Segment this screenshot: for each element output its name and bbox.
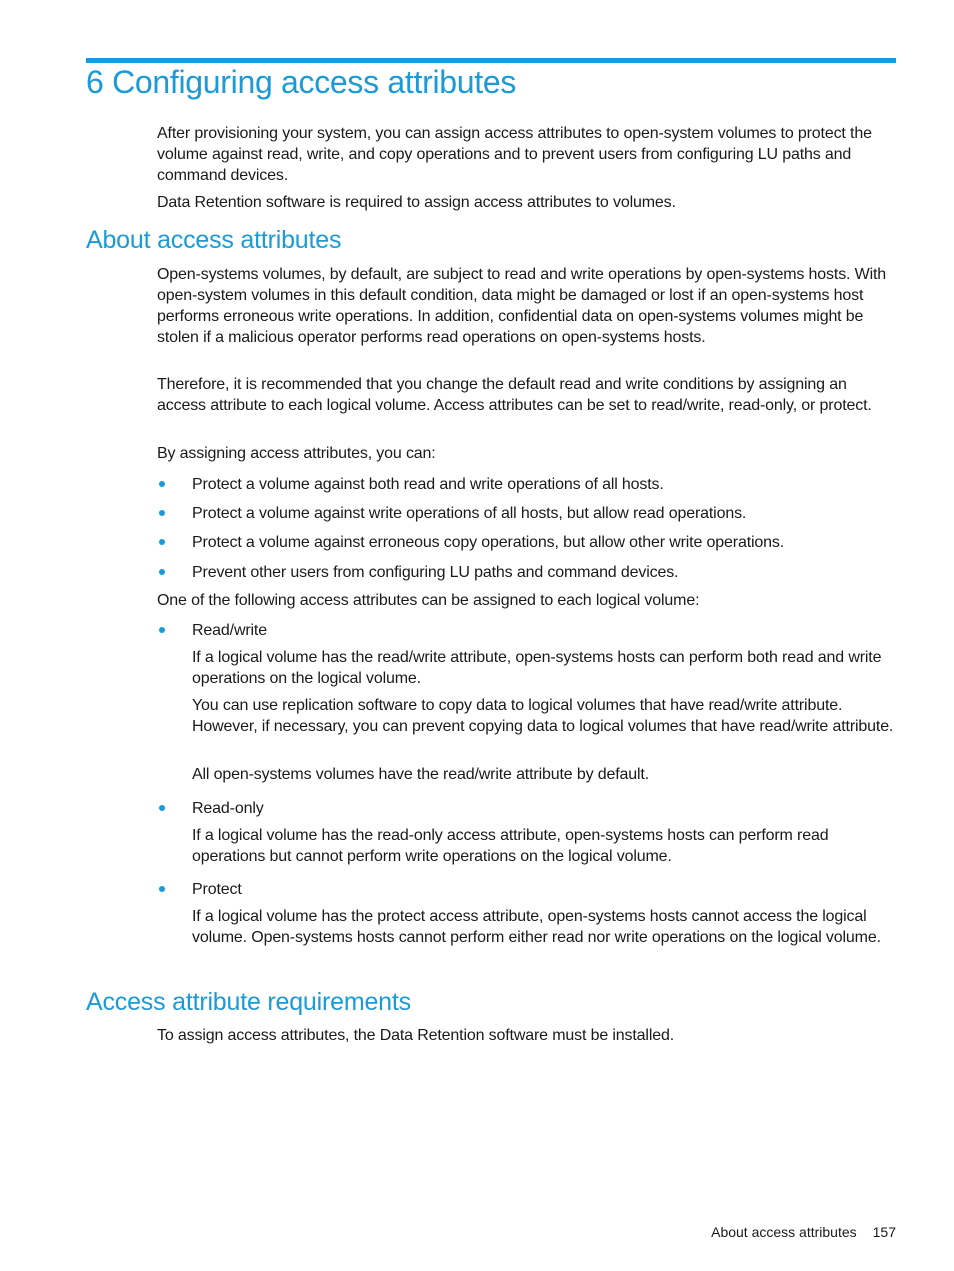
list-item-text: Protect a volume against both read and write operations of all hosts. — [192, 476, 664, 493]
about-paragraph-2: Therefore, it is recommended that you change the default read and write conditions by assigning an access attribute to each logical volume. Access attributes can be set to read/write, read-only, or protect. — [157, 376, 872, 414]
intro-paragraph-1: After provisioning your system, you can assign access attributes to open-system volumes to protect the volume against read, write, and copy operations and to prevent users from configuring LU paths and command devices. — [157, 125, 872, 184]
list-item-text: Protect a volume against write operations of all hosts, but allow read operations. — [192, 505, 747, 522]
attribute-name: Protect — [192, 881, 242, 898]
attribute-description: All open-systems volumes have the read/write attribute by default. — [192, 766, 649, 783]
bullet-icon — [159, 510, 165, 516]
intro-paragraph-2: Data Retention software is required to assign access attributes to volumes. — [157, 194, 676, 211]
footer-page-number: 157 — [872, 1224, 896, 1240]
attribute-name: Read/write — [192, 622, 267, 639]
chapter-top-rule — [86, 58, 896, 63]
bullet-icon — [159, 569, 165, 575]
bullet-icon — [159, 481, 165, 487]
about-paragraph-3: By assigning access attributes, you can: — [157, 445, 436, 462]
attribute-description: If a logical volume has the read/write attribute, open-systems hosts can perform both read and write operations on the logical volume. — [192, 649, 882, 687]
bullet-icon — [159, 539, 165, 545]
list-item-text: Prevent other users from configuring LU paths and command devices. — [192, 564, 679, 581]
list-item-text: Protect a volume against erroneous copy operations, but allow other write operations. — [192, 534, 785, 551]
about-paragraph-4: One of the following access attributes can be assigned to each logical volume: — [157, 592, 700, 609]
footer-section-title: About access attributes — [711, 1224, 857, 1240]
section-heading-about: About access attributes — [86, 226, 342, 254]
requirements-paragraph-1: To assign access attributes, the Data Retention software must be installed. — [157, 1027, 675, 1044]
attribute-name: Read-only — [192, 800, 264, 817]
attribute-description: If a logical volume has the read-only access attribute, open-systems hosts can perform read operations but cannot perform write operations on the logical volume. — [192, 827, 829, 865]
page-footer — [711, 1222, 896, 1242]
bullet-icon — [159, 886, 165, 892]
about-paragraph-1: Open-systems volumes, by default, are subject to read and write operations by open-systems hosts. With open-system volumes in this default condition, data might be damaged or lost if an open-systems host performs erroneous write operations. In addition, confidential data on open-systems volumes might be stolen if a malicious operator performs read operations on open-systems hosts. — [157, 266, 887, 346]
attribute-description: If a logical volume has the protect access attribute, open-systems hosts cannot access the logical volume. Open-systems hosts cannot perform either read nor write operations on the logical volume. — [192, 908, 881, 946]
bullet-icon — [159, 627, 165, 633]
bullet-icon — [159, 805, 165, 811]
attribute-description: You can use replication software to copy data to logical volumes that have read/write attribute. However, if necessary, you can prevent copying data to logical volumes that have read/write attribute. — [192, 697, 894, 735]
chapter-title: 6 Configuring access attributes — [86, 64, 517, 100]
section-heading-requirements: Access attribute requirements — [86, 988, 411, 1016]
